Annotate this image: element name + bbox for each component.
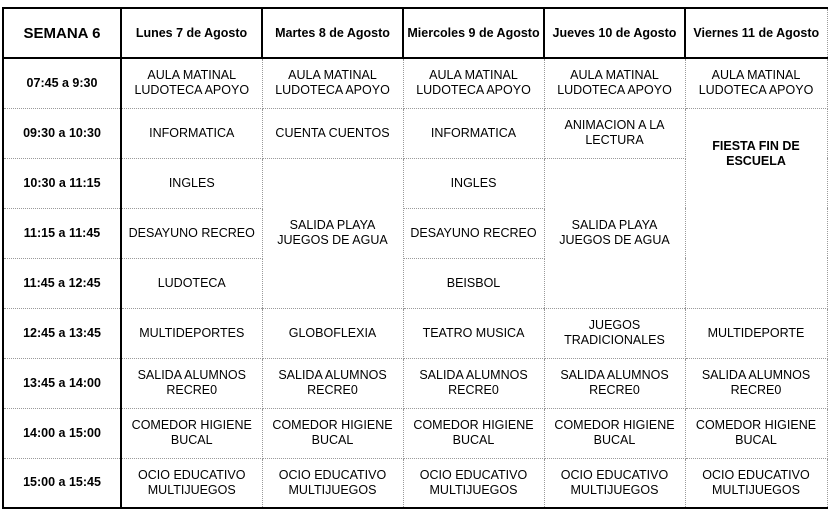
- time-slot: 15:00 a 15:45: [3, 458, 121, 508]
- schedule-row: [3, 358, 827, 408]
- activity-cell: COMEDOR HIGIENE BUCAL: [121, 408, 262, 458]
- activity-cell: AULA MATINAL LUDOTECA APOYO: [121, 58, 262, 108]
- day-header-friday: Viernes 11 de Agosto: [685, 8, 827, 58]
- activity-cell: COMEDOR HIGIENE BUCAL: [685, 408, 827, 458]
- time-slot: 11:45 a 12:45: [3, 258, 121, 308]
- day-header-wednesday: Miercoles 9 de Agosto: [403, 8, 544, 58]
- activity-cell: OCIO EDUCATIVO MULTIJUEGOS: [121, 458, 262, 508]
- activity-cell: CUENTA CUENTOS: [262, 108, 403, 158]
- activity-cell: AULA MATINAL LUDOTECA APOYO: [685, 58, 827, 108]
- time-slot: 10:30 a 11:15: [3, 158, 121, 208]
- activity-cell: BEISBOL: [403, 258, 544, 308]
- activity-cell-merged: FIESTA FIN DE ESCUELA: [685, 108, 827, 308]
- activity-cell: INGLES: [121, 158, 262, 208]
- activity-cell: MULTIDEPORTES: [121, 308, 262, 358]
- activity-cell: SALIDA ALUMNOS RECRE0: [262, 358, 403, 408]
- activity-cell: SALIDA ALUMNOS RECRE0: [403, 358, 544, 408]
- activity-cell: SALIDA ALUMNOS RECRE0: [685, 358, 827, 408]
- day-header-thursday: Jueves 10 de Agosto: [544, 8, 685, 58]
- activity-cell: INGLES: [403, 158, 544, 208]
- activity-cell: OCIO EDUCATIVO MULTIJUEGOS: [403, 458, 544, 508]
- activity-cell: DESAYUNO RECREO: [403, 208, 544, 258]
- time-slot: 09:30 a 10:30: [3, 108, 121, 158]
- week-label: SEMANA 6: [3, 8, 121, 58]
- time-slot: 14:00 a 15:00: [3, 408, 121, 458]
- activity-cell: AULA MATINAL LUDOTECA APOYO: [544, 58, 685, 108]
- schedule-row: [3, 58, 827, 108]
- activity-cell-merged: SALIDA PLAYA JUEGOS DE AGUA: [544, 158, 685, 308]
- time-slot: 12:45 a 13:45: [3, 308, 121, 358]
- time-slot: 07:45 a 9:30: [3, 58, 121, 108]
- activity-cell: DESAYUNO RECREO: [121, 208, 262, 258]
- activity-cell: GLOBOFLEXIA: [262, 308, 403, 358]
- activity-cell: SALIDA ALUMNOS RECRE0: [544, 358, 685, 408]
- schedule-row: [3, 308, 827, 358]
- activity-cell: OCIO EDUCATIVO MULTIJUEGOS: [685, 458, 827, 508]
- activity-cell-merged: SALIDA PLAYA JUEGOS DE AGUA: [262, 158, 403, 308]
- activity-cell: COMEDOR HIGIENE BUCAL: [262, 408, 403, 458]
- schedule-row: [3, 458, 827, 508]
- activity-cell: MULTIDEPORTE: [685, 308, 827, 358]
- activity-cell: OCIO EDUCATIVO MULTIJUEGOS: [262, 458, 403, 508]
- day-header-tuesday: Martes 8 de Agosto: [262, 8, 403, 58]
- activity-cell: COMEDOR HIGIENE BUCAL: [403, 408, 544, 458]
- day-header-monday: Lunes 7 de Agosto: [121, 8, 262, 58]
- activity-cell: AULA MATINAL LUDOTECA APOYO: [262, 58, 403, 108]
- header-row: [3, 8, 827, 58]
- activity-cell: AULA MATINAL LUDOTECA APOYO: [403, 58, 544, 108]
- time-slot: 13:45 a 14:00: [3, 358, 121, 408]
- activity-cell: INFORMATICA: [121, 108, 262, 158]
- activity-cell: OCIO EDUCATIVO MULTIJUEGOS: [544, 458, 685, 508]
- weekly-schedule-table: [2, 7, 828, 509]
- schedule-row: [3, 408, 827, 458]
- activity-cell: SALIDA ALUMNOS RECRE0: [121, 358, 262, 408]
- activity-cell: COMEDOR HIGIENE BUCAL: [544, 408, 685, 458]
- activity-cell: ANIMACION A LA LECTURA: [544, 108, 685, 158]
- activity-cell: TEATRO MUSICA: [403, 308, 544, 358]
- activity-cell: LUDOTECA: [121, 258, 262, 308]
- schedule-row: [3, 108, 827, 158]
- activity-cell: INFORMATICA: [403, 108, 544, 158]
- time-slot: 11:15 a 11:45: [3, 208, 121, 258]
- activity-cell: JUEGOS TRADICIONALES: [544, 308, 685, 358]
